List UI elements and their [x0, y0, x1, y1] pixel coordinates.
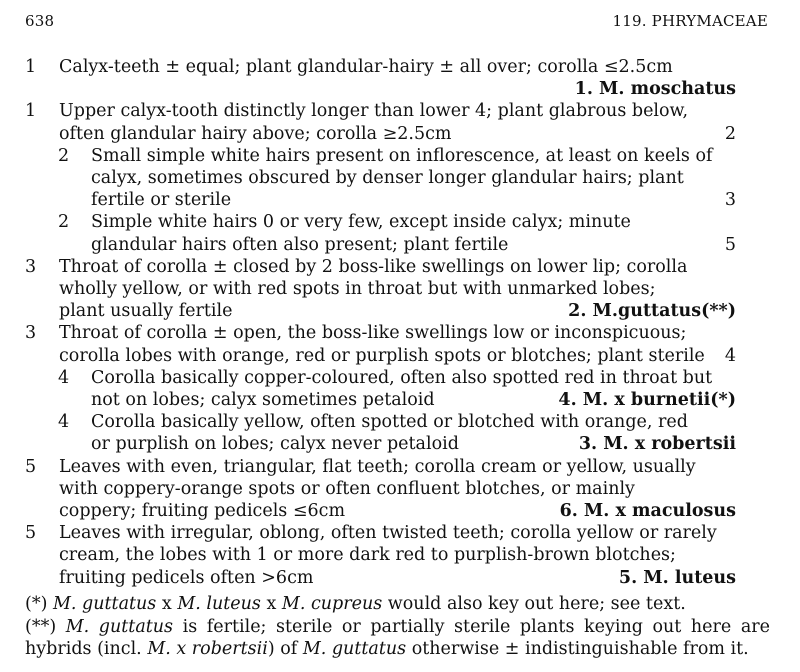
couplet-line: Simple white hairs 0 or very few, except inside calyx; minute	[91, 212, 631, 233]
taxon-result: 4. M. x burnetii(*)	[558, 390, 736, 411]
couplet-line: Corolla basically yellow, often spotted or blotched with orange, red	[91, 412, 688, 433]
footnote-2	[25, 616, 770, 661]
couplet-line: Calyx-teeth ± equal; plant glandular-hairy ± all over; corolla ≤2.5cm	[59, 57, 673, 77]
couplet-line: fertile or sterile	[91, 190, 232, 211]
species-name: M. luteus	[177, 594, 261, 614]
couplet-text	[91, 145, 713, 212]
key-couplet	[0, 367, 800, 411]
go-to-couplet: 3	[724, 190, 736, 211]
key-couplet	[0, 56, 800, 100]
footnote-marker: (**)	[25, 616, 57, 637]
couplet-line: or purplish on lobes; calyx never petaloid	[91, 434, 459, 455]
couplet-line: plant usually fertile	[59, 301, 233, 322]
couplet-line: fruiting pedicels often >6cm	[59, 567, 314, 588]
key-couplet	[0, 256, 800, 323]
couplet-number: 4	[58, 367, 70, 388]
couplet-line: coppery; fruiting pedicels ≤6cm	[59, 501, 346, 522]
couplet-number: 2	[58, 212, 70, 233]
couplet-line: corolla lobes with orange, red or purplish spots or blotches; plant sterile	[59, 345, 705, 366]
couplet-text	[59, 322, 704, 366]
key-couplet	[0, 211, 800, 255]
taxon-result: 6. M. x maculosus	[559, 501, 736, 522]
footnote-text: otherwise ± indistinguishable from it.	[411, 639, 749, 659]
couplet-line: Leaves with irregular, oblong, often twisted teeth; corolla yellow or rarely	[59, 523, 717, 544]
couplet-text	[59, 522, 717, 589]
couplet-line: Corolla basically copper-coloured, often also spotted red in throat but	[91, 367, 713, 388]
couplet-line: often glandular hairy above; corolla ≥2.5cm	[59, 123, 452, 144]
footnote-marker: (*)	[25, 594, 48, 614]
species-name: M. cupreus	[281, 594, 383, 614]
page-header	[25, 12, 768, 34]
key-couplet	[0, 322, 800, 366]
footnote-text: would also key out here; see text.	[387, 594, 686, 614]
couplet-number: 1	[25, 101, 37, 122]
chapter-title: 119. PHRYMACEAE	[612, 12, 768, 30]
couplet-number: 3	[25, 256, 37, 277]
taxon-result: 5. M. luteus	[618, 567, 736, 588]
footnote-text: is fertile; sterile or partially sterile plants keying out here are hybrids (incl.	[25, 616, 770, 659]
couplet-line: Throat of corolla ± open, the boss-like swellings low or inconspicuous;	[59, 323, 687, 344]
species-name: M. guttatus	[65, 616, 174, 637]
go-to-couplet: 4	[724, 345, 736, 366]
key-couplet	[0, 145, 800, 212]
hybrid-sign: x	[161, 594, 172, 614]
couplet-number: 5	[25, 523, 37, 544]
go-to-couplet: 5	[724, 234, 736, 255]
taxon-result: 2. M.guttatus(**)	[568, 301, 736, 322]
couplet-line: with coppery-orange spots or often confluent blotches, or mainly	[59, 478, 635, 499]
species-name: M. guttatus	[302, 639, 407, 659]
hybrid-sign: x	[266, 594, 277, 614]
couplet-number: 1	[25, 57, 37, 77]
identification-key	[0, 56, 800, 589]
couplet-text	[91, 211, 703, 255]
couplet-number: 4	[58, 412, 70, 433]
key-couplet	[0, 522, 800, 589]
couplet-line: calyx, sometimes obscured by denser longer glandular hairs; plant	[91, 168, 684, 189]
couplet-line: cream, the lobes with 1 or more dark red to purplish-brown blotches;	[59, 545, 676, 566]
go-to-couplet: 2	[724, 123, 736, 144]
couplet-line: Throat of corolla ± closed by 2 boss-like swellings on lower lip; corolla	[59, 256, 688, 277]
footnote-text: ) of	[267, 639, 298, 659]
footnote-1	[25, 593, 770, 616]
couplet-line: Leaves with even, triangular, flat teeth; corolla cream or yellow, usually	[59, 456, 696, 477]
key-couplet	[0, 100, 800, 144]
key-couplet	[0, 411, 800, 455]
couplet-line: glandular hairs often also present; plant fertile	[91, 234, 509, 255]
couplet-number: 3	[25, 323, 37, 344]
taxon-result: 1. M. moschatus	[574, 79, 736, 100]
couplet-number: 5	[25, 456, 37, 477]
species-name: M. x robertsii	[147, 639, 268, 659]
couplet-line: Small simple white hairs present on inflorescence, at least on keels of	[91, 145, 713, 166]
couplet-line: wholly yellow, or with red spots in throat but with unmarked lobes;	[59, 279, 656, 300]
couplet-line: Upper calyx-tooth distinctly longer than lower 4; plant glabrous below,	[59, 101, 689, 122]
couplet-line: not on lobes; calyx sometimes petaloid	[91, 390, 435, 411]
footnotes	[25, 593, 770, 661]
key-couplet	[0, 456, 800, 523]
taxon-result: 3. M. x robertsii	[578, 434, 736, 455]
couplet-text	[59, 100, 704, 144]
couplet-number: 2	[58, 145, 70, 166]
page-number: 638	[25, 12, 55, 30]
species-name: M. guttatus	[52, 594, 157, 614]
